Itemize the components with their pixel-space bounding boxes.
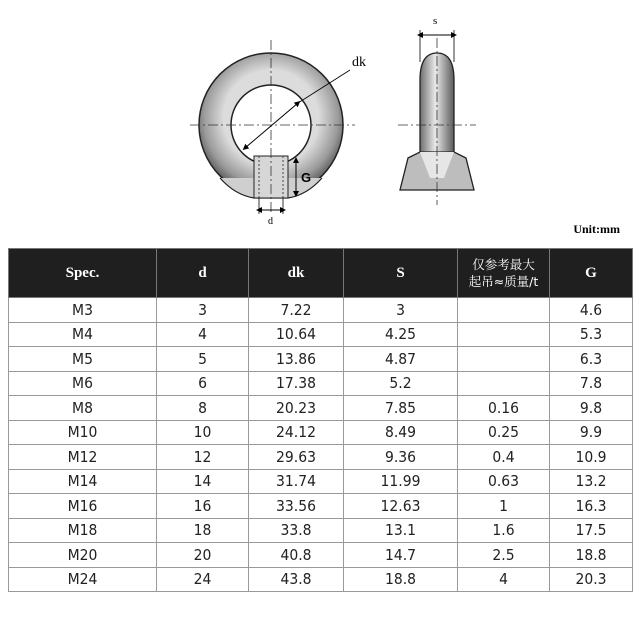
cell-g: 16.3	[550, 494, 633, 519]
cell-s: 8.49	[344, 420, 458, 445]
cell-s: 18.8	[344, 567, 458, 592]
dk-label: dk	[352, 55, 366, 70]
side-view	[398, 15, 476, 205]
front-view	[190, 40, 366, 227]
cell-d: 10	[157, 420, 249, 445]
cell-dk: 13.86	[249, 347, 344, 372]
cell-spec: M10	[9, 420, 157, 445]
header-max-load-line2: 起吊≈质量/t	[468, 274, 539, 289]
cell-d: 6	[157, 371, 249, 396]
cell-dk: 43.8	[249, 567, 344, 592]
cell-dk: 7.22	[249, 298, 344, 323]
cell-load	[458, 371, 550, 396]
cell-dk: 29.63	[249, 445, 344, 470]
cell-s: 4.25	[344, 322, 458, 347]
cell-g: 13.2	[550, 469, 633, 494]
table-row	[9, 371, 633, 396]
cell-dk: 40.8	[249, 543, 344, 568]
header-max-load-line1: 仅参考最大	[472, 257, 535, 272]
table-row	[9, 469, 633, 494]
cell-spec: M4	[9, 322, 157, 347]
header-dk: dk	[249, 249, 344, 298]
cell-load: 0.25	[458, 420, 550, 445]
cell-g: 20.3	[550, 567, 633, 592]
header-spec: Spec.	[9, 249, 157, 298]
cell-load: 0.4	[458, 445, 550, 470]
header-g: G	[550, 249, 633, 298]
cell-load: 1	[458, 494, 550, 519]
cell-load	[458, 298, 550, 323]
unit-label: Unit:mm	[573, 222, 620, 236]
cell-g: 10.9	[550, 445, 633, 470]
table-row	[9, 396, 633, 421]
cell-d: 24	[157, 567, 249, 592]
cell-load: 2.5	[458, 543, 550, 568]
cell-s: 5.2	[344, 371, 458, 396]
cell-g: 6.3	[550, 347, 633, 372]
cell-g: 5.3	[550, 322, 633, 347]
table-row	[9, 298, 633, 323]
header-s: S	[344, 249, 458, 298]
cell-spec: M8	[9, 396, 157, 421]
table-row	[9, 347, 633, 372]
cell-g: 9.8	[550, 396, 633, 421]
cell-spec: M14	[9, 469, 157, 494]
cell-s: 13.1	[344, 518, 458, 543]
cell-s: 9.36	[344, 445, 458, 470]
specification-table	[8, 248, 633, 592]
header-max-load	[458, 249, 550, 298]
cell-dk: 31.74	[249, 469, 344, 494]
cell-spec: M16	[9, 494, 157, 519]
cell-g: 17.5	[550, 518, 633, 543]
cell-spec: M12	[9, 445, 157, 470]
cell-d: 18	[157, 518, 249, 543]
table-header-row	[9, 249, 633, 298]
cell-s: 4.87	[344, 347, 458, 372]
table-row	[9, 494, 633, 519]
cell-spec: M6	[9, 371, 157, 396]
table-row	[9, 518, 633, 543]
cell-g: 18.8	[550, 543, 633, 568]
table-row	[9, 322, 633, 347]
cell-s: 14.7	[344, 543, 458, 568]
header-d: d	[157, 249, 249, 298]
cell-spec: M5	[9, 347, 157, 372]
table-row	[9, 445, 633, 470]
cell-spec: M20	[9, 543, 157, 568]
cell-load: 4	[458, 567, 550, 592]
cell-d: 5	[157, 347, 249, 372]
cell-spec: M24	[9, 567, 157, 592]
cell-s: 3	[344, 298, 458, 323]
cell-d: 16	[157, 494, 249, 519]
cell-dk: 33.56	[249, 494, 344, 519]
g-label: G	[301, 170, 312, 185]
cell-load: 0.16	[458, 396, 550, 421]
cell-dk: 20.23	[249, 396, 344, 421]
cell-dk: 10.64	[249, 322, 344, 347]
cell-load	[458, 347, 550, 372]
cell-d: 12	[157, 445, 249, 470]
cell-dk: 24.12	[249, 420, 344, 445]
eye-nut-technical-drawing	[0, 0, 640, 240]
cell-s: 7.85	[344, 396, 458, 421]
cell-s: 12.63	[344, 494, 458, 519]
cell-g: 4.6	[550, 298, 633, 323]
s-label: s	[433, 15, 438, 27]
cell-dk: 17.38	[249, 371, 344, 396]
cell-s: 11.99	[344, 469, 458, 494]
cell-spec: M3	[9, 298, 157, 323]
cell-load	[458, 322, 550, 347]
d-label: d	[268, 216, 273, 227]
cell-load: 1.6	[458, 518, 550, 543]
table-row	[9, 567, 633, 592]
cell-g: 9.9	[550, 420, 633, 445]
cell-g: 7.8	[550, 371, 633, 396]
cell-spec: M18	[9, 518, 157, 543]
cell-d: 4	[157, 322, 249, 347]
cell-d: 14	[157, 469, 249, 494]
cell-d: 20	[157, 543, 249, 568]
cell-d: 3	[157, 298, 249, 323]
table-row	[9, 420, 633, 445]
cell-load: 0.63	[458, 469, 550, 494]
table-row	[9, 543, 633, 568]
cell-d: 8	[157, 396, 249, 421]
cell-dk: 33.8	[249, 518, 344, 543]
